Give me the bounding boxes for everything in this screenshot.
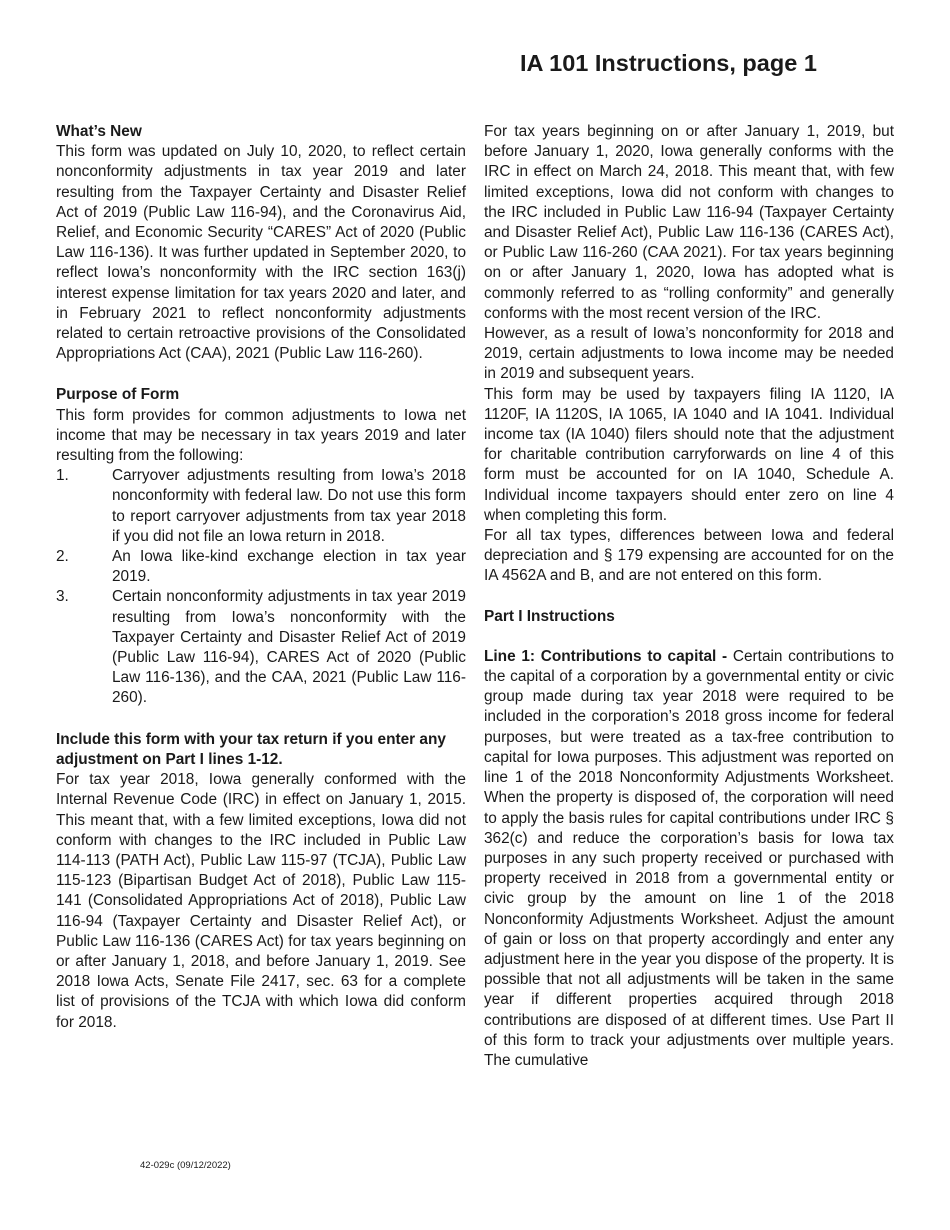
list-item-text: An Iowa like-kind exchange election in tax year 2019. — [112, 548, 466, 586]
purpose-heading: Purpose of Form — [56, 386, 180, 404]
filers-paragraph: This form may be used by taxpayers filing IA 1120, IA 1120F, IA 1120S, IA 1065, IA 1040 and IA 1041. Individual income tax (IA 1040) filers should note that the adjustment for charitable contribution carryforwards on line 4 of this form must be accounted for on IA 1040, Schedule A. Individual income taxpayers should enter zero on line 4 when completing this form. — [484, 385, 894, 524]
list-item-number: 2. — [56, 548, 69, 566]
conformity-paragraph: For tax years beginning on or after January 1, 2019, but before January 1, 2020, Iowa generally conforms with the IRC in effect on March 24, 2018. This meant that, with few limited exceptions, Iowa did not conform with changes to the IRC included in Public Law 116-94 (Taxpayer Certainty and Disaster Relief Act), Public Law 116-136 (CARES Act), or Public Law 116-260 (CAA 2021). For tax years beginning on or after January 1, 2020, Iowa has adopted what is commonly referred to as “rolling conformity” and generally conforms with the most recent version of the IRC. — [484, 123, 894, 322]
form-code: 42-029c (09/12/2022) — [140, 1160, 231, 1171]
include-heading: Include this form with your tax return if you enter any adjustment on Part I lines 1-12. — [56, 730, 446, 768]
whats-new-heading: What’s New — [56, 123, 142, 140]
list-item — [56, 547, 466, 587]
line1-lead: Line 1: Contributions to capital - — [484, 647, 728, 665]
list-item-number: 3. — [56, 588, 69, 606]
list-item-text: Certain nonconformity adjustments in tax year 2019 resulting from Iowa’s nonconformity with the Taxpayer Certainty and Disaster Relief Act of 2019 (Public Law 116-94), CARES Act of 2020 (Public Law 116-136), and the CAA, 2021 (Public Law 116-260). — [112, 588, 466, 707]
list-item — [56, 466, 466, 547]
page-title: IA 101 Instructions, page 1 — [520, 50, 817, 76]
whats-new-body: This form was updated on July 10, 2020, to reflect certain nonconformity adjustments in tax year 2019 and later resulting from the Taxpayer Certainty and Disaster Relief Act of 2019 (Public Law 116-94), and the Coronavirus Aid, Relief, and Economic Security “CARES” Act of 2020 (Public Law 116-136). It was further updated in September 2020, to reflect Iowa’s nonconformity with the IRC section 163(j) interest expense limitation for tax years 2020 and later, and in February 2021 to reflect nonconformity adjustments related to certain retroactive provisions of the Consolidated Appropriations Act (CAA), 2021 (Public Law 116-260). — [56, 143, 466, 363]
include-body: For tax year 2018, Iowa generally conformed with the Internal Revenue Code (IRC) in effect on January 1, 2015. This meant that, with a few limited exceptions, Iowa did not conform with changes to the IRC included in Public Law 114-113 (PATH Act), Public Law 115-97 (TCJA), Public Law 115-123 (Bipartisan Budget Act of 2018), Public Law 115-141 (Consolidated Appropriations Act of 2018), Public Law 116-94 (Taxpayer Certainty and Disaster Relief Act), or Public Law 116-136 (CARES Act) for tax years beginning on or after January 1, 2018, and before January 1, 2019. See 2018 Iowa Acts, Senate File 2417, sec. 63 for a complete list of provisions of the TCJA with which Iowa did conform for 2018. — [56, 771, 466, 1031]
depreciation-paragraph: For all tax types, differences between Iowa and federal depreciation and § 179 expensing are accounted for on the IA 4562A and B, and are not entered on this form. — [484, 527, 894, 585]
nonconformity-paragraph: However, as a result of Iowa’s nonconformity for 2018 and 2019, certain adjustments to Iowa income may be needed in 2019 and subsequent years. — [484, 325, 894, 383]
right-column — [484, 122, 894, 1071]
left-column — [56, 122, 466, 1033]
list-item-number: 1. — [56, 467, 69, 485]
list-item — [56, 587, 466, 708]
part1-heading: Part I Instructions — [484, 607, 615, 625]
list-item-text: Carryover adjustments resulting from Iowa’s 2018 nonconformity with federal law. Do not use this form to report carryover adjustments from tax year 2018 if you did not file an Iowa return in 2018. — [112, 467, 466, 545]
purpose-list — [56, 466, 466, 708]
line1-paragraph — [484, 647, 894, 1071]
line1-body: Certain contributions to the capital of a corporation by a governmental entity or civic group made during tax year 2018 were required to be included in the corporation’s 2018 gross income for federal purposes, but were treated as a tax-free contribution to capital for Iowa purposes. This adjustment was reported on line 1 of the 2018 Nonconformity Adjustments Worksheet. When the property is disposed of, the corporation will need to apply the basis rules for capital contributions under IRC § 362(c) and reduce the corporation’s basis for Iowa tax purposes in any such property received or purchased with property received in 2018 from a governmental entity or civic group by the amount on line 1 of the 2018 Nonconformity Adjustments Worksheet. Adjust the amount of gain or loss on that property accordingly and enter any adjustment here in the year you dispose of the property. It is possible that not all adjustments will be taken in the same year if different properties acquired through 2018 contributions are disposed of at different times. Use Part II of this form to track your adjustments over multiple years. The cumulative — [484, 647, 894, 1069]
purpose-intro: This form provides for common adjustments to Iowa net income that may be necessary in tax years 2019 and later resulting from the following: — [56, 406, 466, 465]
